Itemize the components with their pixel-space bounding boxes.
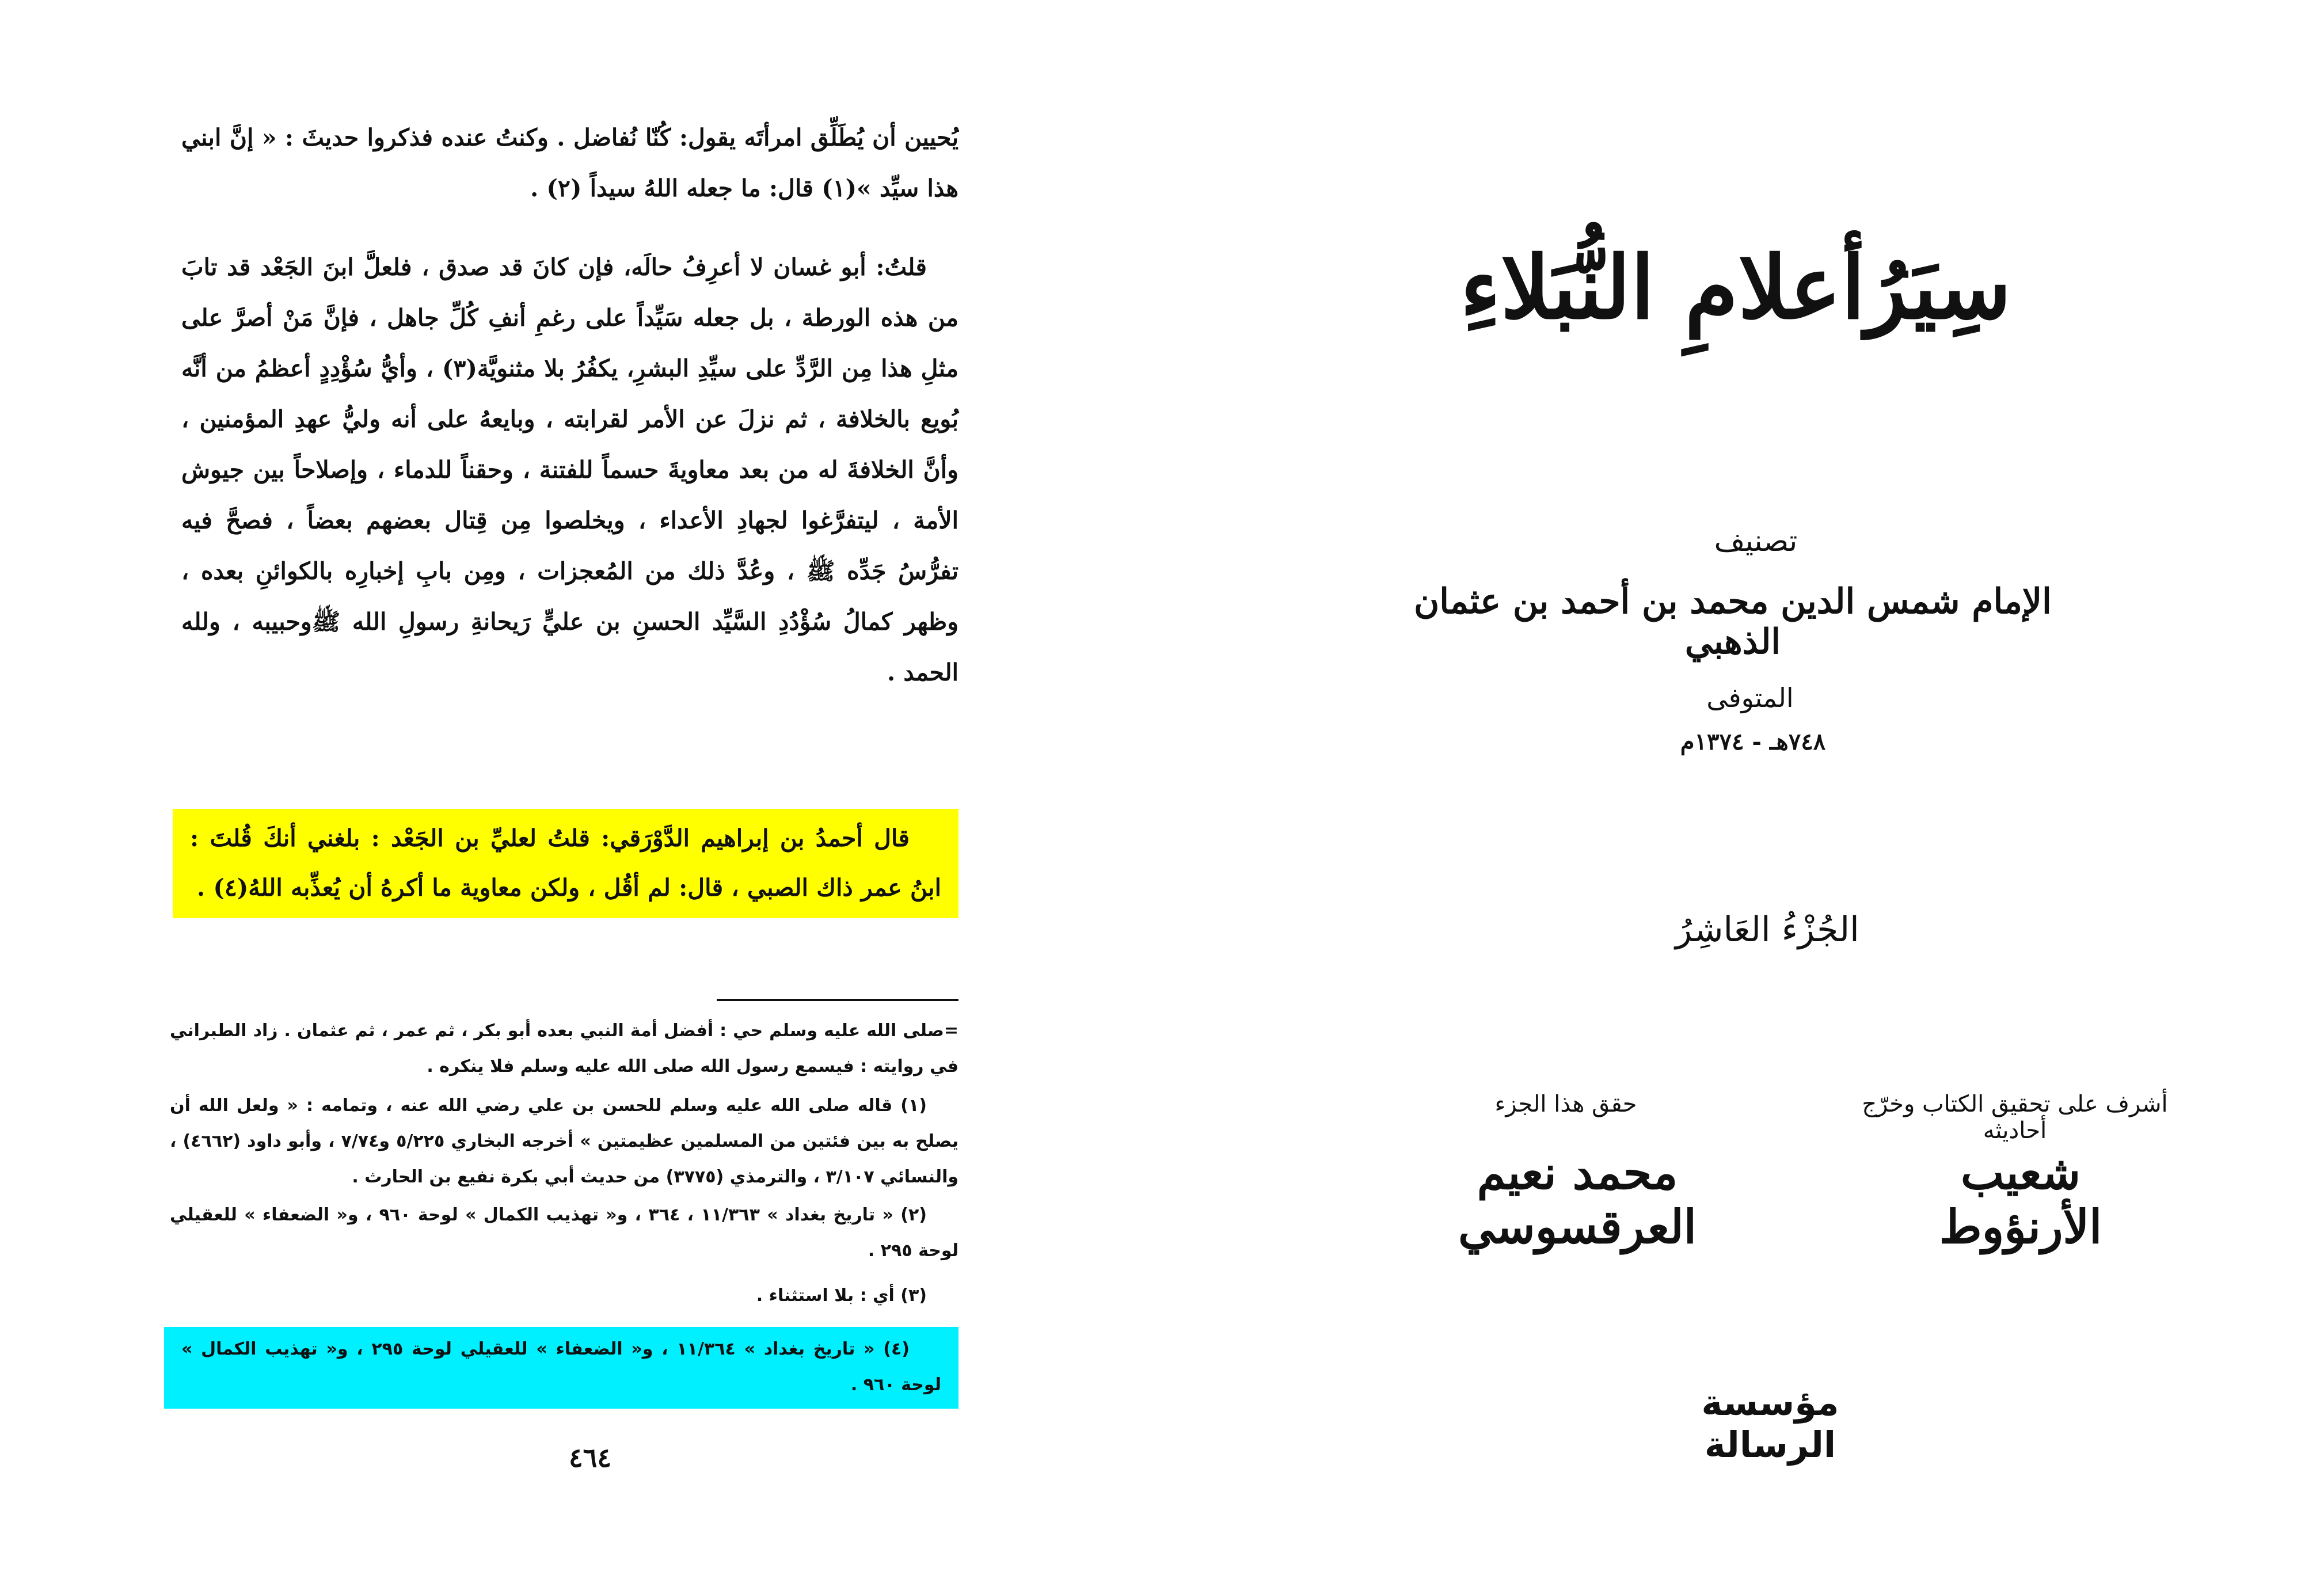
editor-name: محمد نعيم العرقسوسي	[1458, 1146, 1697, 1254]
page-number: ٤٦٤	[568, 1442, 612, 1473]
paragraph-main: قلتُ: أبو غسان لا أعرِفُ حالَه، فإن كانَ قد صدق ، فلعلَّ ابنَ الجَعْد قد تابَ من هذه الورطة ، بل جعله سَيِّداً على رغمِ أنفِ كُلِّ جاهل ، فإنَّ مَنْ أصرَّ على مثلِ هذا مِن الرَّدِّ على سيِّدِ البشرِ، يكفُرُ بلا مثنويَّة(٣) ، وأيُّ سُؤْدِدٍ أعظمُ من أنَّه بُويع بالخلافة ، ثم نزلَ عن الأمر لقرابته ، وبايعهُ على أنه وليُّ عهدِ المؤمنين ، وأنَّ الخلافةَ له من بعد معاويةَ حسماً للفتنة ، وحقناً للدماء ، وإصلاحاً بين جيوش الأمة ، ليتفرَّغوا لجهادِ الأعداء ، ويخلصوا مِن قِتال بعضهم بعضاً ، فصحَّ فيه تفرُّسُ جَدِّه ﷺ ، وعُدَّ ذلك من المُعجزات ، ومِن بابِ إخبارِه بالكوائنِ بعده ، وظهر كمالُ سُؤْدُدِ السَّيِّد الحسنِ بن عليٍّ رَيحانةِ رسولِ الله ﷺوحبيبه ، ولله الحمد .	[181, 253, 958, 686]
left-page	[0, 0, 1157, 1590]
footnote-divider	[717, 999, 958, 1001]
died-date: ٧٤٨هـ - ١٣٧٤م	[1680, 728, 1826, 755]
author-name: الإمام شمس الدين محمد بن أحمد بن عثمان الذهبي	[1414, 581, 2052, 662]
supervisor-name: شعيب الأرنؤوط	[1939, 1146, 2102, 1254]
footnote-2: (٢) « تاريخ بغداد » ١١/٣٦٣ ، ٣٦٤ ، و« تهذيب الكمال » لوحة ٩٦٠ ، و« الضعفاء » للعقيلي لوحة ٢٩٥ .	[170, 1205, 958, 1261]
volume-label: الجُزْءُ العَاشِرُ	[1675, 910, 1859, 950]
highlighted-footnote-4: (٤) « تاريخ بغداد » ١١/٣٦٤ ، و« الضعفاء » للعقيلي لوحة ٢٩٥ ، و« تهذيب الكمال » لوحة ٩٦٠ .	[164, 1327, 958, 1409]
footnote-1: (١) قاله صلى الله عليه وسلم للحسن بن علي رضي الله عنه ، وتمامه : « ولعل الله أن يصلح به بين فئتين من المسلمين عظيمتين » أخرجه البخاري ٥/٢٢٥ و٧/٧٤ ، وأبو داود (٤٦٦٢) ، والنسائي ٣/١٠٧ ، والترمذي (٣٧٧٥) من حديث أبي بكرة نفيع بن الحارث .	[170, 1095, 958, 1187]
footnote-continuation: =صلى الله عليه وسلم حي : أفضل أمة النبي بعده أبو بكر ، ثم عمر ، ثم عثمان . زاد الطبراني في روايته : فيسمع رسول الله صلى الله عليه وسلم فلا ينكره .	[170, 1021, 958, 1077]
book-title: سِيَرُأعلامِ النُّبَلاءِ	[1460, 237, 2011, 338]
paragraph-top: يُحيين أن يُطَلِّق امرأتَه يقول: كُنّا نُفاضل . وكنتُ عنده فذكروا حديثَ : « إنَّ ابني هذا سيِّد »(١) قال: ما جعله اللهُ سيداً (٢) .	[181, 124, 958, 202]
footnote-3: (٣) أي : بلا استثناء .	[756, 1285, 927, 1306]
editor-role: حقق هذا الجزء	[1494, 1091, 1637, 1117]
highlighted-passage: قال أحمدُ بن إبراهيم الدَّوْرَقي: قلتُ لعليِّ بن الجَعْد : بلغني أنكَ قُلتَ : ابنُ عمر ذاك الصبي ، قال: لم أقُل ، ولكن معاوية ما أكرهُ أن يُعذِّبه اللهُ(٤) .	[173, 809, 958, 918]
publisher-name: مؤسسة الرسالة	[1701, 1382, 1839, 1466]
supervisor-role: أشرف على تحقيق الكتاب وخرّج أحاديثه	[1862, 1091, 2168, 1144]
died-label: المتوفى	[1706, 682, 1794, 713]
authored-label: تصنيف	[1714, 524, 1798, 558]
